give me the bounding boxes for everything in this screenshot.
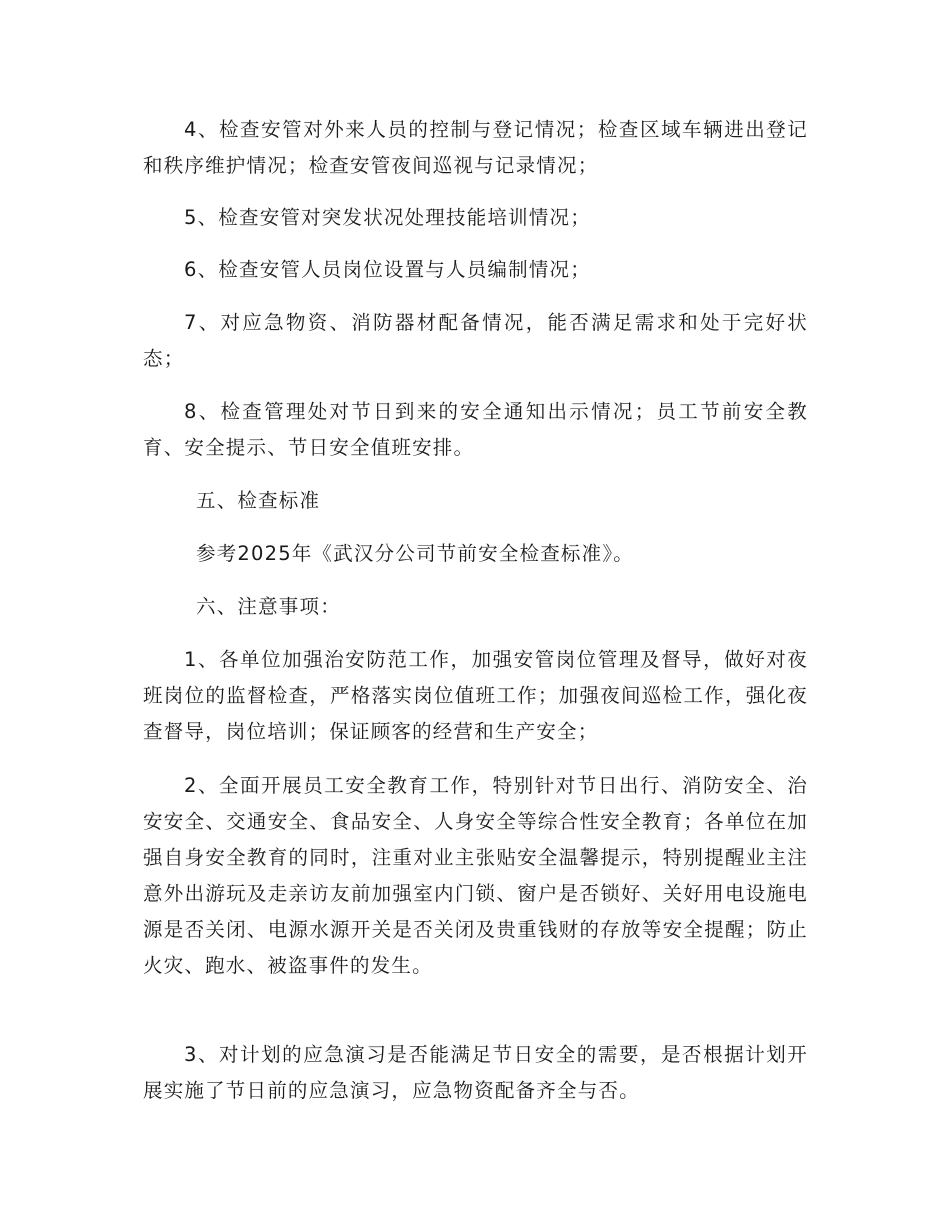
section-heading-notes: 六、注意事项： xyxy=(196,595,341,618)
paragraph-item-5: 5、检查安管对突发状况处理技能培训情况； xyxy=(184,206,591,229)
paragraph-item-7: 7、对应急物资、消防器材配备情况，能否满足需求和处于完好状态； xyxy=(143,311,808,370)
paragraph-item-6: 6、检查安管人员岗位设置与人员编制情况； xyxy=(184,258,591,281)
standards-reference: 参考2025年《武汉分公司节前安全检查标准》。 xyxy=(196,542,634,565)
notes-item-1: 1、各单位加强治安防范工作，加强安管岗位管理及督导，做好对夜班岗位的监督检查，严格落实岗位值班工作；加强夜间巡检工作，强化夜查督导，岗位培训；保证顾客的经营和生产安全； xyxy=(143,648,808,743)
paragraph-item-8: 8、检查管理处对节日到来的安全通知出示情况；员工节前安全教育、安全提示、节日安全值班安排。 xyxy=(143,400,808,459)
section-heading-standards: 五、检查标准 xyxy=(196,489,321,512)
notes-item-3: 3、对计划的应急演习是否能满足节日安全的需要，是否根据计划开展实施了节日前的应急演习，应急物资配备齐全与否。 xyxy=(143,1043,808,1102)
paragraph-item-4: 4、检查安管对外来人员的控制与登记情况；检查区域车辆进出登记和秩序维护情况；检查安管夜间巡视与记录情况； xyxy=(143,118,808,177)
notes-item-2: 2、全面开展员工安全教育工作，特别针对节日出行、消防安全、治安安全、交通安全、食品安全、人身安全等综合性安全教育；各单位在加强自身安全教育的同时，注重对业主张贴安全温馨提示，特别提醒业主注意外出游玩及走亲访友前加强室内门锁、窗户是否锁好、关好用电设施电源是否关闭、电源水源开关是否关闭及贵重钱财的存放等安全提醒；防止火灾、跑水、被盗事件的发生。 xyxy=(143,774,808,977)
